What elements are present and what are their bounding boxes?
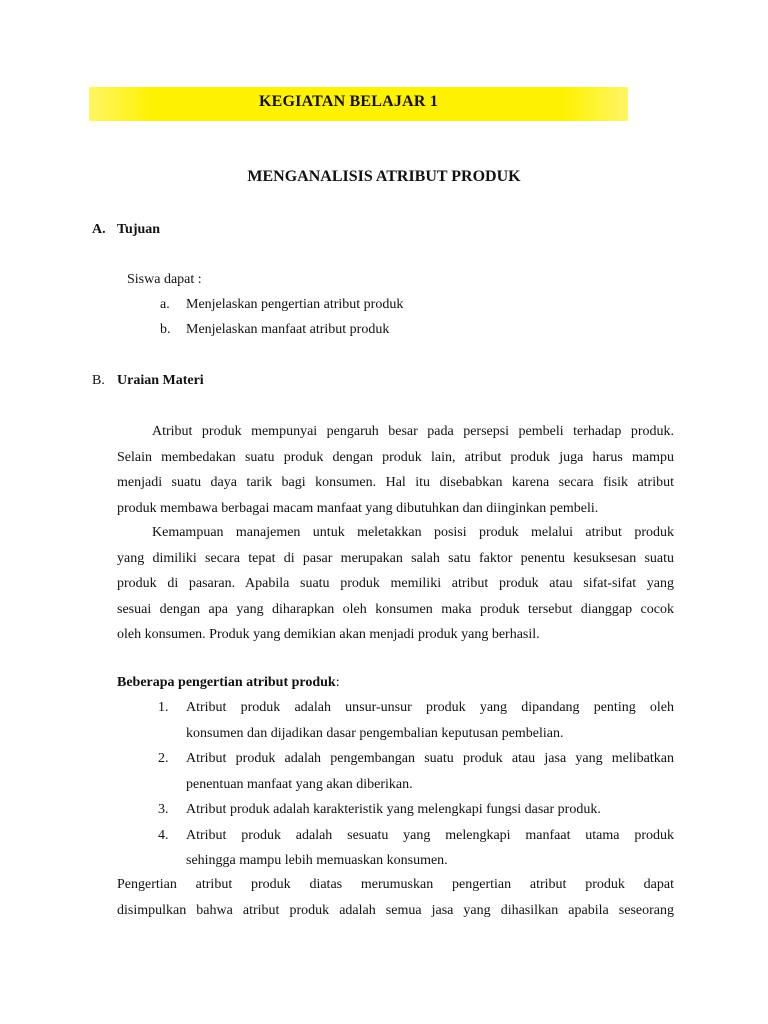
objective-text: Menjelaskan manfaat atribut produk — [186, 322, 390, 337]
definitions-heading-colon: : — [335, 675, 340, 690]
objective-text: Menjelaskan pengertian atribut produk — [186, 297, 404, 312]
objective-item — [160, 297, 403, 313]
objectives-intro: Siswa dapat : — [127, 272, 202, 287]
paragraph-line: produk membawa berbagai macam manfaat yang dibutuhkan dan diinginkan pembeli. — [117, 500, 599, 516]
list-item — [158, 823, 674, 874]
paragraph-line: Atribut produk mempunyai pengaruh besar pada persepsi pembeli terhadap produk. — [152, 424, 674, 439]
paragraph-1 — [117, 419, 674, 521]
paragraph-line: oleh konsumen. Produk yang demikian akan menjadi produk yang berhasil. — [117, 627, 540, 642]
section-a-heading: Tujuan — [117, 222, 161, 237]
list-number: 1. — [158, 700, 169, 715]
definitions-heading-text: Beberapa pengertian atribut produk — [117, 675, 336, 690]
list-number: 3. — [158, 802, 169, 817]
list-line: konsumen dan dijadikan dasar pengembalian keputusan pembelian. — [186, 725, 564, 741]
list-item — [158, 746, 674, 797]
list-item — [158, 797, 674, 823]
paragraph-line: disimpulkan bahwa atribut produk adalah semua jasa yang dihasilkan apabila seseorang — [117, 902, 674, 918]
paragraph-line: Pengertian atribut produk diatas merumuskan pengertian atribut produk dapat — [117, 877, 674, 892]
list-item — [158, 695, 674, 746]
paragraph-line: menjadi suatu daya tarik bagi konsumen. Hal itu disebabkan karena secara fisik atribut — [117, 475, 674, 490]
section-b-letter: B. — [92, 373, 105, 388]
paragraph-line: sesuai dengan apa yang diharapkan oleh konsumen maka produk tersebut dianggap cocok — [117, 601, 674, 617]
section-a-letter: A. — [92, 222, 106, 237]
paragraph-line: yang dimiliki secara tepat di pasar merupakan salah satu faktor penentu kesuksesan suatu — [117, 550, 674, 566]
objective-marker: b. — [160, 322, 171, 337]
paragraph-2 — [117, 520, 674, 648]
paragraph-line: produk di pasaran. Apabila suatu produk memiliki atribut produk atau sifat-sifat yang — [117, 576, 674, 591]
section-b-heading: Uraian Materi — [117, 373, 204, 388]
objective-item — [160, 322, 389, 338]
list-line: penentuan manfaat yang akan diberikan. — [186, 776, 413, 792]
list-line: sehingga mampu lebih memuaskan konsumen. — [186, 853, 448, 868]
objective-marker: a. — [160, 297, 170, 312]
paragraph-line: Kemampuan manajemen untuk meletakkan posisi produk melalui atribut produk — [152, 525, 674, 540]
list-line: Atribut produk adalah pengembangan suatu produk atau jasa yang melibatkan — [186, 751, 674, 766]
page-title: MENGANALISIS ATRIBUT PRODUK — [247, 168, 521, 185]
chapter-banner-text: KEGIATAN BELAJAR 1 — [259, 93, 439, 110]
conclusion-paragraph — [117, 872, 674, 923]
list-line: Atribut produk adalah unsur-unsur produk yang dipandang penting oleh — [186, 700, 674, 715]
list-number: 2. — [158, 751, 169, 766]
definitions-heading — [117, 675, 340, 691]
chapter-banner — [89, 87, 628, 121]
definitions-list — [158, 695, 674, 874]
list-line: Atribut produk adalah sesuatu yang melengkapi manfaat utama produk — [186, 827, 674, 843]
paragraph-line: Selain membedakan suatu produk dengan produk lain, atribut produk juga harus mampu — [117, 449, 674, 465]
list-number: 4. — [158, 827, 169, 843]
list-line: Atribut produk adalah karakteristik yang melengkapi fungsi dasar produk. — [186, 802, 601, 817]
